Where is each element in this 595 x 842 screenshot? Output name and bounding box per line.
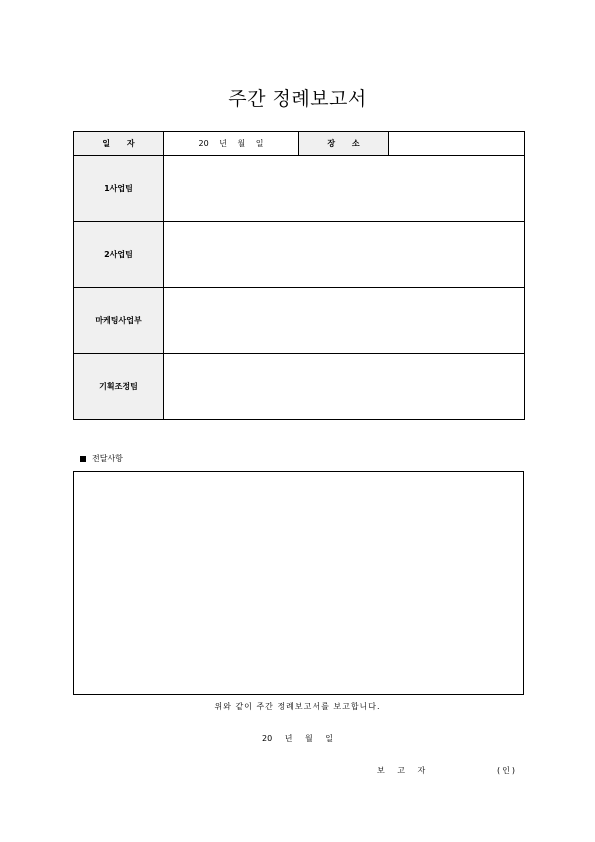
reporter-label: 보 고 자 — [377, 766, 431, 775]
notice-box[interactable] — [73, 471, 524, 695]
row-content-planning[interactable] — [164, 354, 525, 420]
row-label-planning: 기획조정팀 — [74, 354, 164, 420]
place-value[interactable] — [389, 132, 525, 156]
document-title: 주간 정례보고서 — [228, 88, 367, 110]
date-place-row — [74, 132, 525, 156]
table-row — [74, 222, 525, 288]
notice-heading — [80, 453, 123, 464]
row-label-marketing: 마케팅사업부 — [74, 288, 164, 354]
row-content-marketing[interactable] — [164, 288, 525, 354]
table-row — [74, 156, 525, 222]
row-content-team2[interactable] — [164, 222, 525, 288]
closing-statement: 위와 같이 주간 정례보고서를 보고합니다. — [214, 702, 381, 711]
row-content-team1[interactable] — [164, 156, 525, 222]
row-label-team2: 2사업팀 — [74, 222, 164, 288]
place-label: 장 소 — [299, 132, 389, 156]
date-label: 일 자 — [74, 132, 164, 156]
row-label-team1: 1사업팀 — [74, 156, 164, 222]
table-row — [74, 288, 525, 354]
sign-date: 20 년 월 일 — [262, 734, 333, 743]
notice-label: 전달사항 — [92, 454, 123, 463]
seal-label: (인) — [497, 766, 517, 775]
report-table — [73, 131, 525, 420]
date-value[interactable]: 20 년 월 일 — [164, 132, 299, 156]
table-row — [74, 354, 525, 420]
square-bullet-icon — [80, 456, 86, 462]
